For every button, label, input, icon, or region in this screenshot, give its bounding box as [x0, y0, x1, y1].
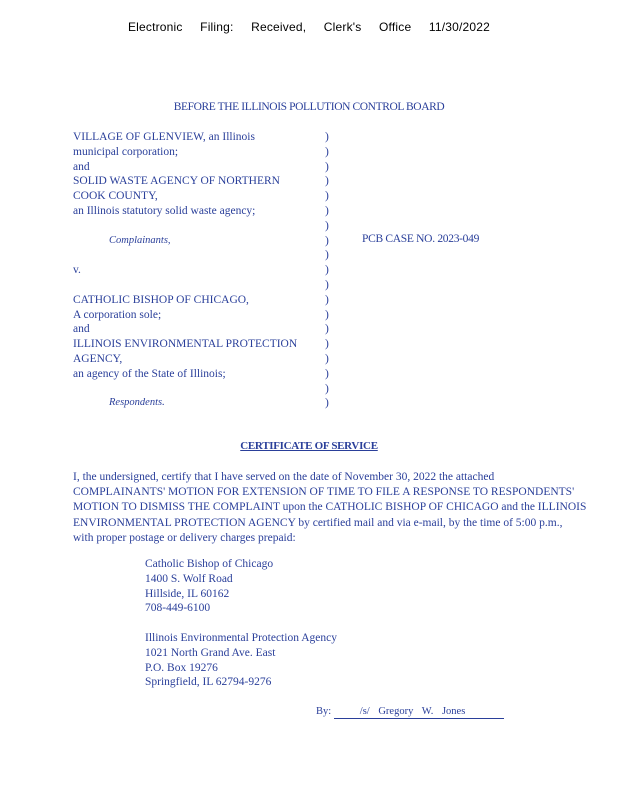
caption-line: municipal corporation; — [73, 145, 179, 158]
caption-line: SOLID WASTE AGENCY OF NORTHERN — [73, 175, 280, 188]
complainants-label: Complainants, — [109, 234, 171, 246]
caption-line: an agency of the State of Illinois; — [73, 367, 226, 380]
electronic-filing-header: Electronic Filing: Received, Clerk's Office 11/30/2022 — [127, 20, 491, 34]
paren: ) — [325, 234, 329, 247]
caption-line — [73, 278, 353, 293]
caption-parentheses — [325, 130, 335, 411]
body-line: I, the undersigned, certify that I have served on the date of November 30, 2022 the attached — [73, 471, 495, 483]
caption-line: VILLAGE OF GLENVIEW, an Illinois — [73, 131, 255, 143]
paren: ) — [325, 338, 329, 351]
caption-line: an Illinois statutory solid waste agency; — [73, 204, 256, 217]
certificate-body — [73, 470, 587, 546]
caption-line: CATHOLIC BISHOP OF CHICAGO, — [73, 293, 249, 306]
address-line: 1400 S. Wolf Road — [145, 572, 233, 585]
body-line: COMPLAINANTS' MOTION FOR EXTENSION OF TIME TO FILE A RESPONSE TO RESPONDENTS' — [73, 486, 575, 499]
paren: ) — [325, 131, 329, 143]
case-number: PCB CASE NO. 2023-049 — [362, 233, 480, 245]
paren: ) — [325, 145, 329, 158]
paren: ) — [325, 278, 329, 291]
caption-line — [73, 382, 353, 397]
address-line: Springfield, IL 62794-9276 — [145, 676, 272, 689]
caption-line — [73, 219, 353, 234]
certificate-title: CERTIFICATE OF SERVICE — [240, 440, 378, 452]
paren: ) — [325, 249, 329, 262]
caption-line: ILLINOIS ENVIRONMENTAL PROTECTION — [73, 338, 298, 351]
paren: ) — [325, 219, 329, 232]
paren: ) — [325, 352, 329, 365]
paren: ) — [325, 397, 329, 410]
address-line: Illinois Environmental Protection Agency — [145, 632, 337, 644]
address-line: 1021 North Grand Ave. East — [145, 646, 276, 659]
paren: ) — [325, 160, 329, 173]
by-label: By: — [316, 706, 332, 717]
address-line: 708-449-6100 — [145, 602, 211, 615]
address-catholic-bishop — [145, 557, 445, 616]
caption-line: and — [73, 323, 90, 336]
paren: ) — [325, 323, 329, 336]
paren: ) — [325, 204, 329, 217]
paren: ) — [325, 382, 329, 395]
body-line: ENVIRONMENTAL PROTECTION AGENCY by certified mail and via e-mail, by the time of 5:00 p.m., — [73, 516, 563, 529]
versus-label: v. — [73, 264, 81, 277]
caption-line: COOK COUNTY, — [73, 190, 158, 203]
address-line: P.O. Box 19276 — [145, 661, 218, 674]
paren: ) — [325, 293, 329, 306]
paren: ) — [325, 308, 329, 321]
address-illinois-epa — [145, 631, 445, 690]
case-caption — [73, 130, 353, 411]
body-line: with proper postage or delivery charges prepaid: — [73, 531, 296, 544]
board-title: BEFORE THE ILLINOIS POLLUTION CONTROL BOARD — [173, 101, 445, 113]
caption-line: AGENCY, — [73, 352, 123, 365]
signature: /s/ Gregory W. Jones — [334, 706, 504, 719]
respondents-label: Respondents. — [109, 397, 165, 409]
certificate-heading — [0, 440, 618, 452]
body-line: MOTION TO DISMISS THE COMPLAINT upon the CATHOLIC BISHOP OF CHICAGO and the ILLINOIS — [73, 501, 587, 514]
address-line: Catholic Bishop of Chicago — [145, 558, 274, 570]
caption-line — [73, 248, 353, 263]
caption-line: A corporation sole; — [73, 308, 162, 321]
address-line: Hillside, IL 60162 — [145, 587, 230, 600]
paren: ) — [325, 175, 329, 188]
paren: ) — [325, 190, 329, 203]
paren: ) — [325, 367, 329, 380]
paren: ) — [325, 264, 329, 277]
signature-block — [316, 706, 504, 719]
caption-line: and — [73, 160, 90, 173]
